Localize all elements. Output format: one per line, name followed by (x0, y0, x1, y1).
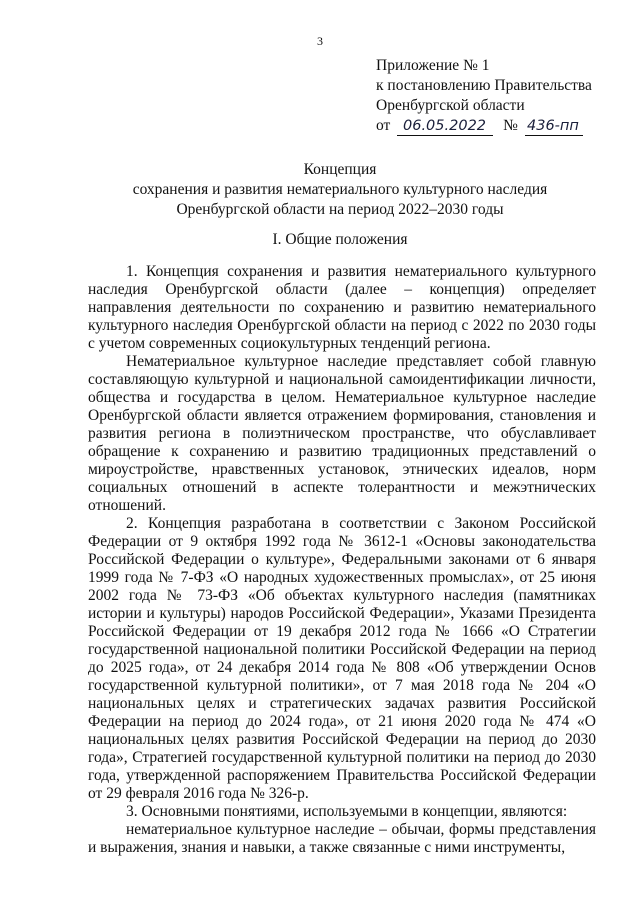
paragraph-5: нематериальное культурное наследие – обычаи, формы представления и выражения, знания и навыки, а также связанные с ними инструменты, (88, 821, 596, 856)
handwritten-date-field (397, 117, 493, 136)
paragraph-2: Нематериальное культурное наследие представляет собой главную составляющую культурной и национальной самоидентификации личности, общества и государства в целом. Нематериальное культурное наследие Оренбургской области является отражением формирования, становления и развития региона в полиэтническом пространстве, что обуславливает обращение к сохранению и развитию традиционных представлений о мироустройстве, нравственных установок, этнических идеалов, норм социальных отношений в аспекте толерантности и межэтнических отношений. (88, 353, 596, 514)
handwritten-number-field (525, 117, 583, 136)
paragraph-3: 2. Концепция разработана в соответствии с Законом Российской Федерации от 9 октября 1992 года № 3612-1 «Основы законодательства Российской Федерации о культуре», Федеральными законами от 6 января 1999 года № 7-ФЗ «О народных художественных промыслах», от 25 июня 2002 года № 73-ФЗ «Об объектах культурного наследия (памятниках истории и культуры) народов Российской Федерации», Указами Президента Российской Федерации от 19 декабря 2012 года № 1666 «О Стратегии государственной национальной политики Российской Федерации на период до 2025 года», от 24 декабря 2014 года № 808 «Об утверждении Основ государственной культурной политики», от 7 мая 2018 года № 204 «О национальных целях и стратегических задачах развития Российской Федерации на период до 2024 года», от 21 июня 2020 года № 474 «О национальных целях развития Российской Федерации на период до 2030 года», Стратегией государственной культурной политики на период до 2030 года, утвержденной распоряжением Правительства Российской Федерации от 29 февраля 2016 года № 326-р. (88, 515, 596, 802)
page-number: 3 (317, 34, 323, 48)
paragraph-1: 1. Концепция сохранения и развития нематериального культурного наследия Оренбургской области (далее – концепция) определяет направления деятельности по сохранению и развитию нематериального культурного наследия Оренбургской области на период с 2022 по 2030 годы с учетом современных социокультурных тенденций региона. (88, 263, 596, 352)
handwritten-number (525, 115, 587, 135)
handwritten-number-text: 436-пп (526, 118, 579, 134)
from-label: от (376, 117, 391, 134)
appendix-block (376, 56, 592, 136)
document-title (80, 160, 600, 220)
title-line-1: Концепция (303, 161, 377, 178)
appendix-line-3: Оренбургской области (376, 97, 525, 114)
section-heading: I. Общие положения (272, 231, 408, 248)
appendix-date-line (376, 116, 592, 136)
title-line-3: Оренбургской области на период 2022–2030 годы (176, 201, 504, 218)
appendix-line-1: Приложение № 1 (376, 57, 490, 74)
handwritten-date (397, 115, 493, 135)
paragraph-4: 3. Основными понятиями, используемыми в концепции, являются: (126, 803, 568, 820)
title-line-2: сохранения и развития нематериального культурного наследия (132, 181, 548, 198)
handwritten-date-text: 06.05.2022 (403, 118, 487, 134)
number-label: № (503, 117, 518, 134)
document-body (88, 263, 596, 857)
appendix-line-2: к постановлению Правительства (376, 77, 592, 94)
